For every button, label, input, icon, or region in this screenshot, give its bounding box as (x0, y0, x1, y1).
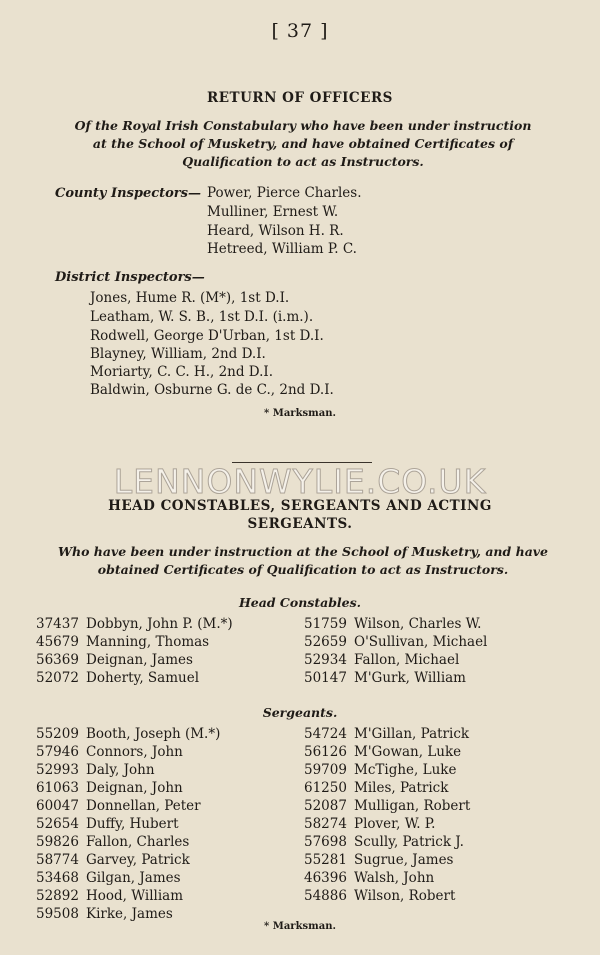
district-inspector-entry: Blayney, William, 2nd D.I. (90, 346, 266, 362)
member-name: Hood, William (86, 888, 184, 904)
service-number: 54886 (304, 888, 347, 904)
service-number: 61063 (36, 780, 79, 796)
roster-entry (304, 833, 566, 851)
district-inspector-entry: Rodwell, George D'Urban, 1st D.I. (90, 328, 324, 344)
roster-entry (36, 815, 298, 833)
service-number: 58274 (304, 816, 347, 832)
officers-footnote: * Marksman. (264, 408, 336, 419)
roster-entry (304, 869, 566, 887)
service-number: 51759 (304, 616, 347, 632)
member-name: Miles, Patrick (354, 780, 449, 796)
member-name: Plover, W. P. (354, 816, 436, 832)
service-number: 59709 (304, 762, 347, 778)
constables-title (40, 497, 560, 533)
constables-intro-line: Who have been under instruction at the School of Musketry, and have (57, 544, 549, 559)
table-row (36, 725, 566, 743)
watermark: LENNONWYLIE.CO.UK (113, 462, 487, 501)
roster-entry (36, 669, 298, 687)
roster-entry (304, 725, 566, 743)
service-number: 52072 (36, 670, 79, 686)
member-name: Dobbyn, John P. (M.*) (86, 616, 233, 632)
member-name: Scully, Patrick J. (354, 834, 464, 850)
member-name: Duffy, Hubert (86, 816, 179, 832)
service-number: 52087 (304, 798, 347, 814)
head-constables-list (36, 615, 566, 687)
member-name: M'Gowan, Luke (354, 744, 462, 760)
roster-entry (304, 779, 566, 797)
service-number: 57946 (36, 744, 79, 760)
district-inspectors-label: District Inspectors— (55, 270, 205, 285)
member-name: Donnellan, Peter (86, 798, 201, 814)
table-row (36, 761, 566, 779)
roster-entry (304, 669, 566, 687)
member-name: Deignan, James (86, 652, 193, 668)
table-row (36, 833, 566, 851)
service-number: 59826 (36, 834, 79, 850)
officers-intro-line: at the School of Musketry, and have obtained Certificates of (92, 136, 514, 151)
district-inspector-entry: Leatham, W. S. B., 1st D.I. (i.m.). (90, 309, 314, 325)
county-inspector-entry: Mulliner, Ernest W. (207, 204, 339, 220)
constables-footnote: * Marksman. (264, 921, 336, 932)
roster-entry (304, 633, 566, 651)
table-row (36, 851, 566, 869)
service-number: 46396 (304, 870, 347, 886)
service-number: 57698 (304, 834, 347, 850)
roster-entry (304, 815, 566, 833)
service-number: 58774 (36, 852, 79, 868)
roster-entry (36, 615, 298, 633)
officers-intro-line: Of the Royal Irish Constabulary who have been under instruction (74, 118, 532, 133)
roster-entry (36, 779, 298, 797)
roster-entry (36, 743, 298, 761)
officers-intro (38, 117, 568, 171)
service-number: 45679 (36, 634, 79, 650)
table-row (36, 669, 566, 687)
service-number: 53468 (36, 870, 79, 886)
service-number: 56126 (304, 744, 347, 760)
constables-intro-line: obtained Certificates of Qualification to act as Instructors. (97, 562, 509, 577)
officers-title: RETURN OF OFFICERS (207, 90, 393, 106)
table-row (36, 743, 566, 761)
table-row (36, 633, 566, 651)
table-row (36, 797, 566, 815)
table-row (36, 887, 566, 905)
member-name: Fallon, Michael (354, 652, 460, 668)
table-row (36, 779, 566, 797)
member-name: Sugrue, James (354, 852, 454, 868)
district-inspector-entry: Moriarty, C. C. H., 2nd D.I. (90, 364, 274, 380)
service-number: 52934 (304, 652, 347, 668)
service-number: 56369 (36, 652, 79, 668)
table-row (36, 651, 566, 669)
table-row (36, 815, 566, 833)
member-name: Manning, Thomas (86, 634, 210, 650)
member-name: Daly, John (86, 762, 155, 778)
service-number: 59508 (36, 906, 79, 922)
member-name: Gilgan, James (86, 870, 181, 886)
member-name: McTighe, Luke (354, 762, 457, 778)
table-row (36, 869, 566, 887)
member-name: Kirke, James (86, 906, 173, 922)
service-number: 52892 (36, 888, 79, 904)
service-number: 55209 (36, 726, 79, 742)
roster-entry (304, 651, 566, 669)
constables-intro (38, 543, 568, 579)
member-name: Booth, Joseph (M.*) (86, 726, 221, 742)
district-inspector-entry: Baldwin, Osburne G. de C., 2nd D.I. (90, 382, 334, 398)
member-name: Garvey, Patrick (86, 852, 190, 868)
county-inspector-entry: Heard, Wilson H. R. (207, 223, 344, 239)
constables-title-line: HEAD CONSTABLES, SERGEANTS AND ACTING (108, 498, 492, 514)
roster-entry (36, 887, 298, 905)
roster-entry (304, 887, 566, 905)
table-row (36, 615, 566, 633)
district-inspector-entry: Jones, Hume R. (M*), 1st D.I. (90, 290, 290, 306)
service-number: 60047 (36, 798, 79, 814)
county-inspector-entry: Hetreed, William P. C. (207, 241, 357, 257)
roster-entry (304, 743, 566, 761)
roster-entry (36, 851, 298, 869)
roster-entry (304, 797, 566, 815)
service-number: 52654 (36, 816, 79, 832)
service-number: 50147 (304, 670, 347, 686)
roster-entry (36, 633, 298, 651)
county-inspectors-label: County Inspectors— (55, 186, 201, 201)
service-number: 54724 (304, 726, 347, 742)
county-inspector-entry: Power, Pierce Charles. (207, 185, 362, 201)
roster-entry (36, 725, 298, 743)
member-name: Connors, John (86, 744, 183, 760)
head-constables-label: Head Constables. (238, 595, 362, 610)
roster-entry (304, 851, 566, 869)
member-name: Deignan, John (86, 780, 183, 796)
member-name: Mulligan, Robert (354, 798, 471, 814)
constables-title-line: SERGEANTS. (247, 516, 353, 532)
member-name: Wilson, Charles W. (354, 616, 482, 632)
roster-entry (36, 797, 298, 815)
service-number: 61250 (304, 780, 347, 796)
roster-entry (36, 761, 298, 779)
member-name: M'Gurk, William (354, 670, 466, 686)
page-number: [ 37 ] (271, 20, 329, 42)
member-name: Fallon, Charles (86, 834, 190, 850)
member-name: O'Sullivan, Michael (354, 634, 488, 650)
service-number: 52659 (304, 634, 347, 650)
sergeants-list (36, 725, 566, 923)
roster-entry (36, 869, 298, 887)
service-number: 55281 (304, 852, 347, 868)
roster-entry (36, 651, 298, 669)
service-number: 37437 (36, 616, 79, 632)
sergeants-label: Sergeants. (262, 705, 338, 720)
member-name: M'Gillan, Patrick (354, 726, 470, 742)
member-name: Wilson, Robert (354, 888, 456, 904)
officers-intro-line: Qualification to act as Instructors. (182, 154, 424, 169)
roster-entry (304, 615, 566, 633)
member-name: Walsh, John (354, 870, 435, 886)
roster-entry (304, 761, 566, 779)
member-name: Doherty, Samuel (86, 670, 200, 686)
roster-entry (36, 833, 298, 851)
service-number: 52993 (36, 762, 79, 778)
